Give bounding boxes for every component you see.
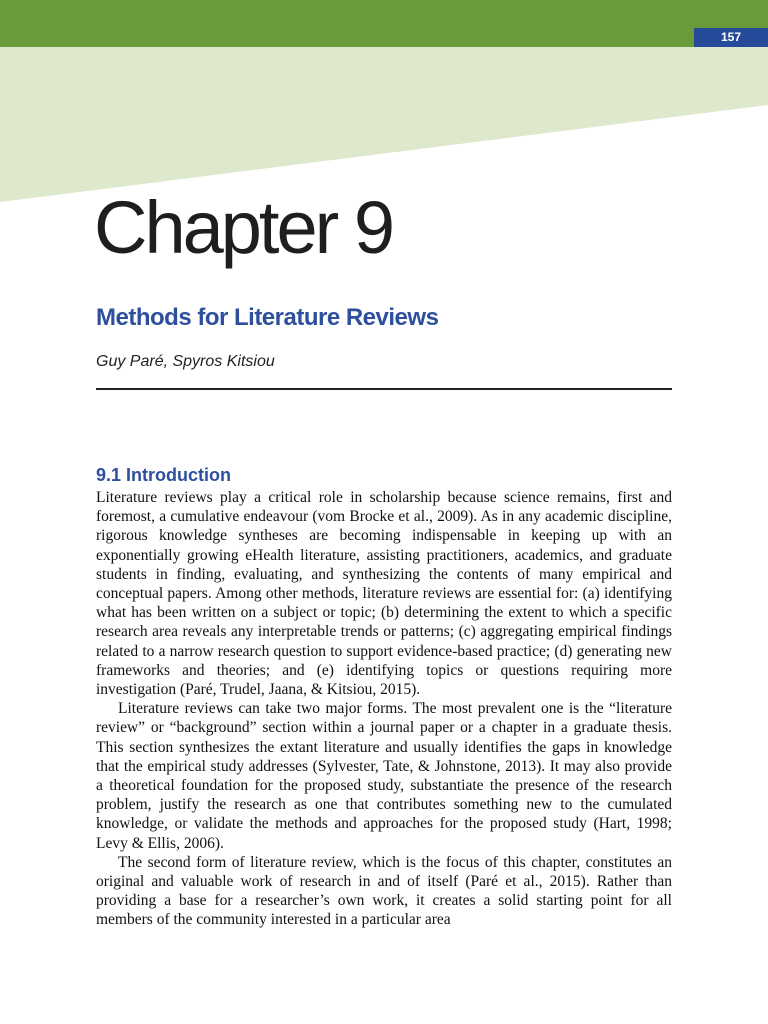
header-bar: [0, 0, 768, 47]
paragraph: Literature reviews can take two major forms. The most prevalent one is the “literature review” or “background” section within a journal paper or a chapter in a graduate thesis. This section synthesizes the extant literature and usually identifies the gaps in knowledge that the empirical study addresses (Sylvester, Tate, & Johnstone, 2013). It may also provide a theoretical foundation for the proposed study, substantiate the presence of the research problem, justify the research as one that contributes something new to the cumulated knowledge, or validate the methods and approaches for the proposed study (Hart, 1998; Levy & Ellis, 2006).: [96, 700, 672, 852]
header-band-shape: [0, 47, 768, 202]
chapter-authors: Guy Paré, Spyros Kitsiou: [96, 353, 275, 370]
body-text: [96, 488, 672, 930]
paragraph: The second form of literature review, which is the focus of this chapter, constitutes an original and valuable work of research in and of itself (Paré et al., 2015). Rather than providing a base for a researcher’s own work, it creates a solid starting point for all members of the community interested in a particular area: [96, 853, 672, 929]
chapter-title: Chapter 9: [94, 186, 392, 269]
title-divider: [96, 388, 672, 390]
section-heading: 9.1 Introduction: [96, 465, 231, 485]
header-band: [0, 47, 768, 202]
page-number-badge: 157: [694, 28, 768, 47]
paragraph: Literature reviews play a critical role in scholarship because science remains, first and foremost, a cumulative endeavour (vom Brocke et al., 2009). As in any academic discipline, rigorous knowledge syntheses are becoming indispensable in keeping up with an exponentially growing eHealth literature, assisting practitioners, academics, and graduate students in finding, evaluating, and synthesizing the contents of many empirical and conceptual papers. Among other methods, literature reviews are essential for: (a) identifying what has been written on a subject or topic; (b) determining the extent to which a specific research area reveals any interpretable trends or patterns; (c) aggregating empirical findings related to a narrow research question to support evidence-based practice; (d) generating new frameworks and theories; and (e) identifying topics or questions requiring more investigation (Paré, Trudel, Jaana, & Kitsiou, 2015).: [96, 489, 672, 699]
chapter-subtitle: Methods for Literature Reviews: [96, 304, 439, 331]
